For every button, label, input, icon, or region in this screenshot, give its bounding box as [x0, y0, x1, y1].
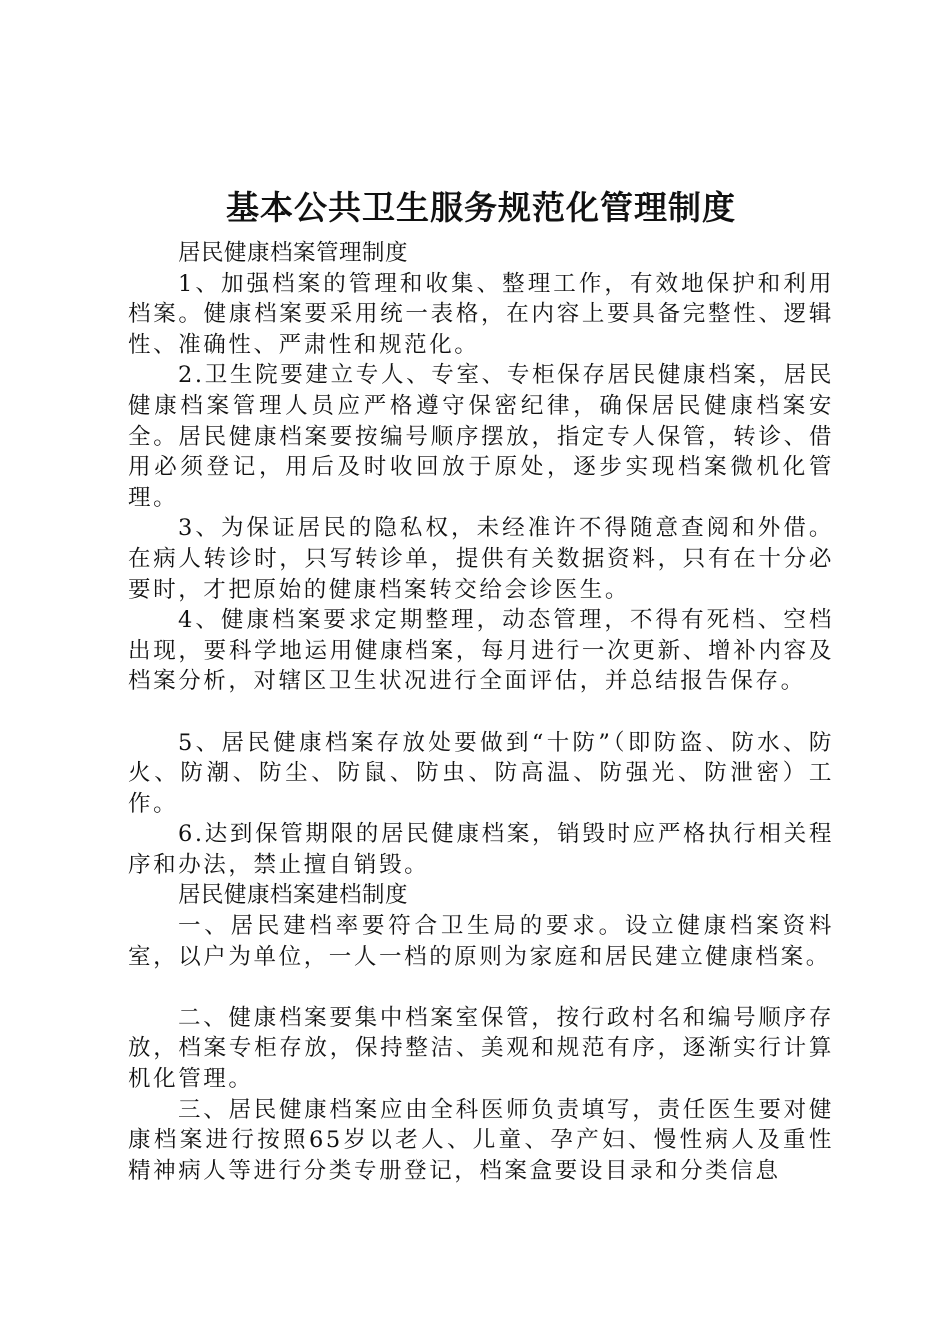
paragraph-4: 4、健康档案要求定期整理，动态管理，不得有死档、空档出现，要科学地运用健康档案，每月进行一次更新、增补内容及档案分析，对辖区卫生状况进行全面评估，并总结报告保存。: [128, 607, 834, 695]
paragraph-2: 2.卫生院要建立专人、专室、专柜保存居民健康档案，居民健康档案管理人员应严格遵守保密纪律，确保居民健康档案安全。居民健康档案要按编号顺序摆放，指定专人保管，转诊、借用必须登记，用后及时收回放于原处，逐步实现档案微机化管理。: [128, 362, 834, 511]
paragraph-6: 6.达到保管期限的居民健康档案，销毁时应严格执行相关程序和办法，禁止擅自销毁。: [128, 821, 834, 878]
paragraph-1: 1、加强档案的管理和收集、整理工作，有效地保护和利用档案。健康档案要采用统一表格，在内容上要具备完整性、逻辑性、准确性、严肃性和规范化。: [128, 270, 834, 358]
section-heading-records-creation: 居民健康档案建档制度: [178, 882, 409, 909]
document-title: 基本公共卫生服务规范化管理制度: [226, 188, 736, 227]
document-page: [128, 186, 834, 1186]
paragraph-spacer: [128, 697, 834, 728]
paragraph-item-three: 三、居民健康档案应由全科医师负责填写，责任医生要对健康档案进行按照65岁以老人、儿童、孕产妇、慢性病人及重性精神病人等进行分类专册登记，档案盒要设目录和分类信息: [128, 1096, 834, 1184]
paragraph-item-one: 一、居民建档率要符合卫生局的要求。设立健康档案资料室，以户为单位，一人一档的原则为家庭和居民建立健康档案。: [128, 913, 834, 970]
paragraph-3: 3、为保证居民的隐私权，未经准许不得随意查阅和外借。在病人转诊时，只写转诊单，提供有关数据资料，只有在十分必要时，才把原始的健康档案转交给会诊医生。: [128, 515, 834, 603]
paragraph-spacer: [128, 972, 834, 1003]
paragraph-item-two: 二、健康档案要集中档案室保管，按行政村名和编号顺序存放，档案专柜存放，保持整洁、美观和规范有序，逐渐实行计算机化管理。: [128, 1004, 834, 1093]
section-heading-records-management: 居民健康档案管理制度: [178, 240, 409, 266]
paragraph-5: 5、居民健康档案存放处要做到“十防”（即防盗、防水、防火、防潮、防尘、防鼠、防虫、防高温、防强光、防泄密）工作。: [128, 729, 834, 817]
